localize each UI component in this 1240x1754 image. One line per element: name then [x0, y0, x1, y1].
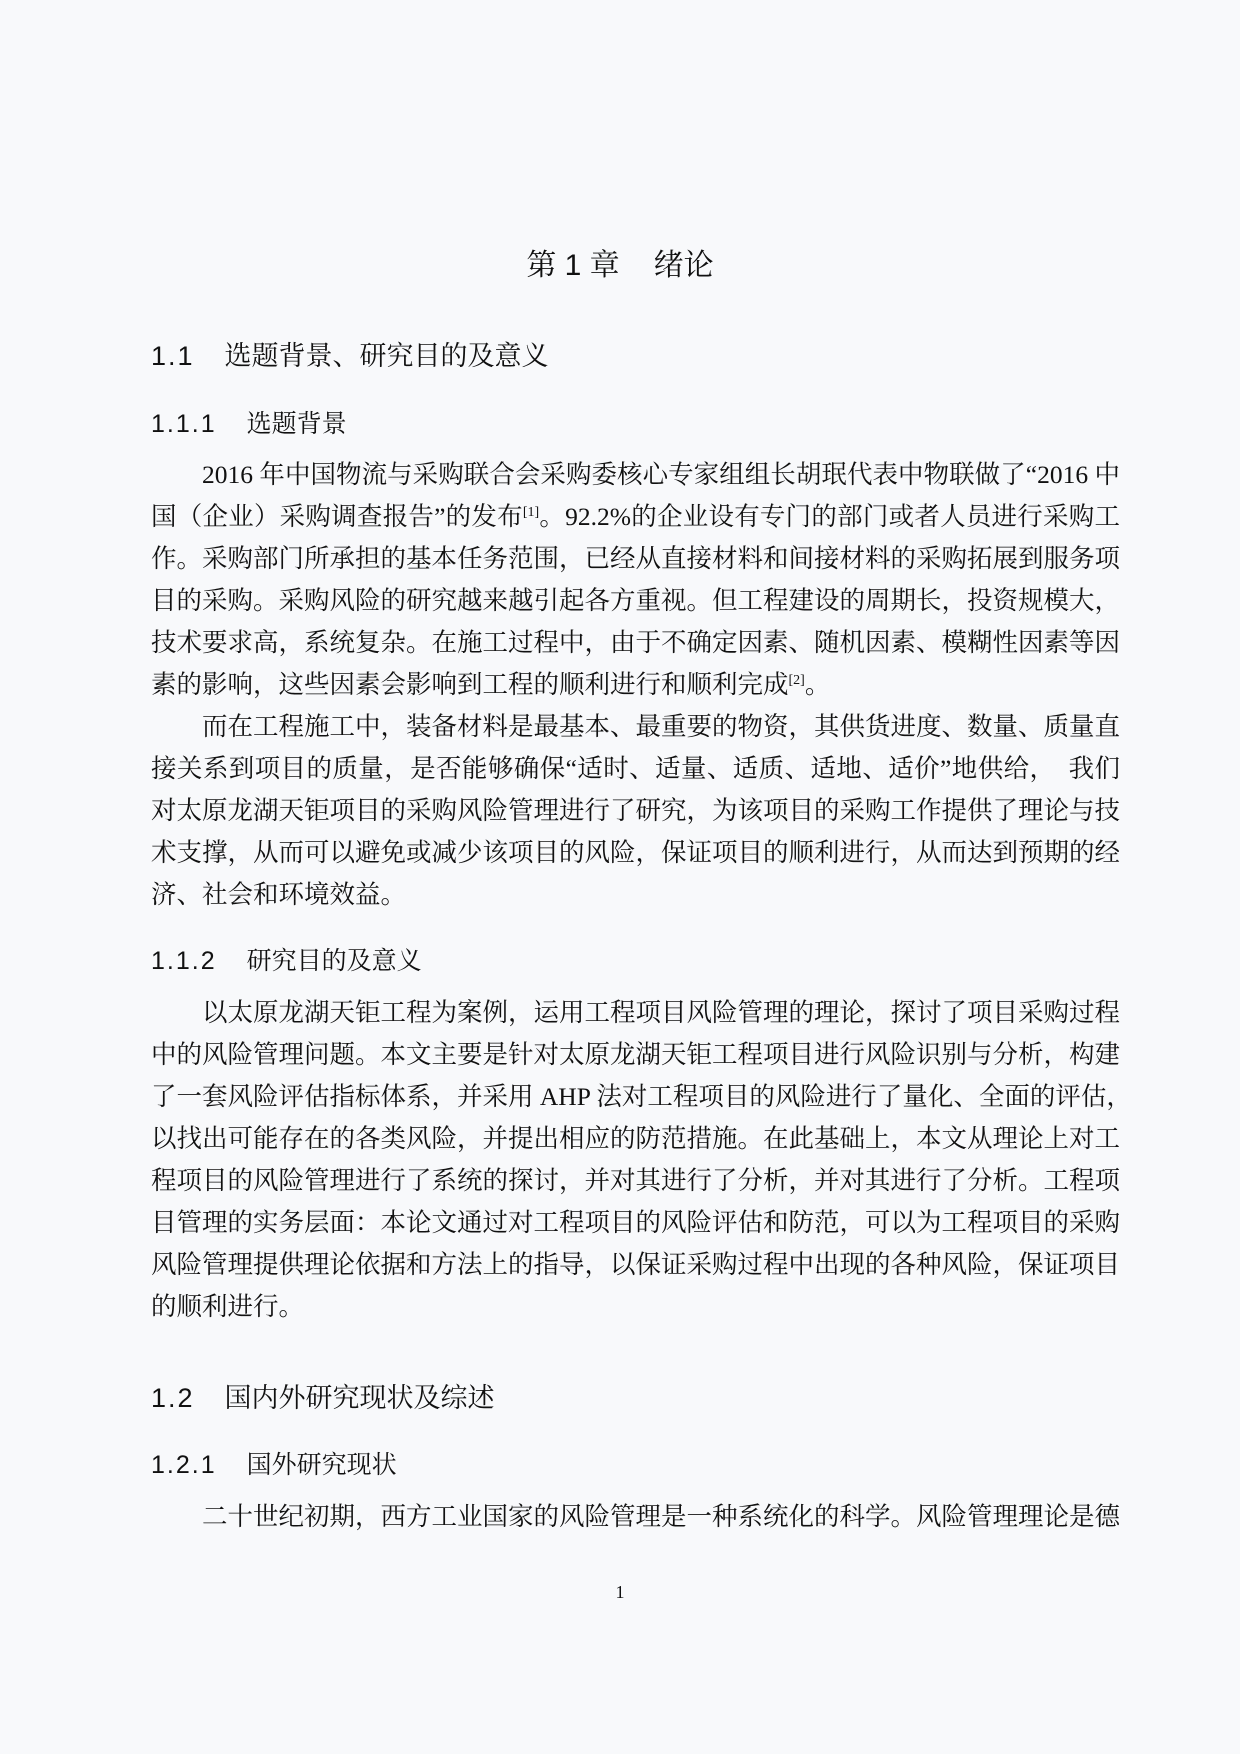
text-line	[151, 790, 1120, 832]
text-segment: 接关系到项目的质量，是否能够确保“适时、适量、适质、适地、适价”地供给， 我们	[151, 754, 1120, 783]
section-number: 1.2	[151, 1383, 195, 1413]
paragraph-purpose	[151, 992, 1132, 1328]
section-heading-1-1-1	[151, 404, 347, 440]
citation-ref[interactable]: [1]	[522, 505, 540, 520]
text-segment: 素的影响，这些因素会影响到工程的顺利进行和顺利完成	[151, 670, 789, 699]
text-line	[151, 622, 1120, 664]
section-heading-1-1	[151, 334, 549, 373]
text-line	[151, 1076, 1132, 1118]
text-segment: 的顺利进行。	[151, 1292, 305, 1321]
section-number: 1.1.2	[151, 947, 217, 975]
text-line	[151, 1118, 1120, 1160]
text-segment: 。	[804, 670, 831, 699]
text-segment: 风险管理提供理论依据和方法上的指导，以保证采购过程中出现的各种风险，保证项目	[151, 1250, 1121, 1279]
text-segment: 了一套风险评估指标体系，并采用 AHP 法对工程项目的风险进行了量化、全面的评估，	[151, 1082, 1132, 1111]
text-segment: 目的采购。采购风险的研究越来越引起各方重视。但工程建设的周期长，投资规模大，	[151, 586, 1121, 615]
section-number: 1.2.1	[151, 1451, 217, 1479]
text-line	[151, 832, 1120, 874]
text-line	[151, 580, 1120, 622]
text-line	[151, 992, 1120, 1034]
chapter-title-text: 绪论	[653, 249, 714, 282]
text-segment: 对太原龙湖天钜项目的采购风险管理进行了研究，为该项目的采购工作提供了理论与技	[151, 796, 1121, 825]
section-title: 研究目的及意义	[246, 947, 422, 975]
page-number: 1	[615, 1582, 625, 1602]
paragraph-foreign-research	[151, 1496, 1120, 1538]
text-line	[151, 664, 1120, 706]
text-segment: 二十世纪初期，西方工业国家的风险管理是一种系统化的科学。风险管理理论是德	[202, 1502, 1121, 1531]
section-title: 选题背景	[246, 410, 347, 438]
text-line	[151, 1202, 1120, 1244]
text-segment: 2016 年中国物流与采购联合会采购委核心专家组组长胡珉代表中物联做了“2016 中	[202, 460, 1120, 489]
paragraph-background-1	[151, 454, 1120, 706]
text-line	[151, 1244, 1120, 1286]
text-segment: 国（企业）采购调查报告”的发布	[151, 502, 523, 531]
section-title: 国内外研究现状及综述	[224, 1383, 495, 1413]
text-segment: 作。采购部门所承担的基本任务范围，已经从直接材料和间接材料的采购拓展到服务项	[151, 544, 1121, 573]
text-line	[151, 1286, 1120, 1328]
text-segment: 以太原龙湖天钜工程为案例，运用工程项目风险管理的理论，探讨了项目采购过程	[202, 998, 1121, 1027]
chapter-title	[0, 240, 1240, 284]
section-number: 1.1	[151, 341, 195, 371]
text-segment: 目管理的实务层面：本论文通过对工程项目的风险评估和防范，可以为工程项目的采购	[151, 1208, 1121, 1237]
text-line	[151, 496, 1120, 538]
text-line	[151, 706, 1120, 748]
text-segment: 而在工程施工中，装备材料是最基本、最重要的物资，其供货进度、数量、质量直	[202, 712, 1121, 741]
section-heading-1-2-1	[151, 1445, 397, 1481]
text-line	[151, 748, 1120, 790]
text-line	[151, 874, 1120, 916]
text-segment: 济、社会和环境效益。	[151, 880, 407, 909]
text-segment: 程项目的风险管理进行了系统的探讨，并对其进行了分析，并对其进行了分析。工程项	[151, 1166, 1121, 1195]
section-title: 选题背景、研究目的及意义	[224, 341, 549, 371]
text-segment: 。92.2%的企业设有专门的部门或者人员进行采购工	[539, 502, 1120, 531]
text-line	[151, 1496, 1120, 1538]
section-heading-1-1-2	[151, 941, 422, 977]
text-line	[151, 538, 1120, 580]
section-number: 1.1.1	[151, 410, 217, 438]
text-line	[151, 454, 1120, 496]
citation-ref[interactable]: [2]	[788, 673, 805, 688]
text-segment: 技术要求高，系统复杂。在施工过程中，由于不确定因素、随机因素、模糊性因素等因	[151, 628, 1121, 657]
section-heading-1-2	[151, 1376, 495, 1415]
text-segment: 术支撑，从而可以避免或减少该项目的风险，保证项目的顺利进行，从而达到预期的经	[151, 838, 1121, 867]
section-title: 国外研究现状	[246, 1451, 397, 1479]
text-segment: 中的风险管理问题。本文主要是针对太原龙湖天钜工程项目进行风险识别与分析，构建	[151, 1040, 1121, 1069]
text-line	[151, 1034, 1120, 1076]
text-segment: 以找出可能存在的各类风险，并提出相应的防范措施。在此基础上，本文从理论上对工	[151, 1124, 1121, 1153]
chapter-number: 第 1 章	[526, 249, 620, 282]
text-line	[151, 1160, 1120, 1202]
paragraph-background-2	[151, 706, 1120, 916]
